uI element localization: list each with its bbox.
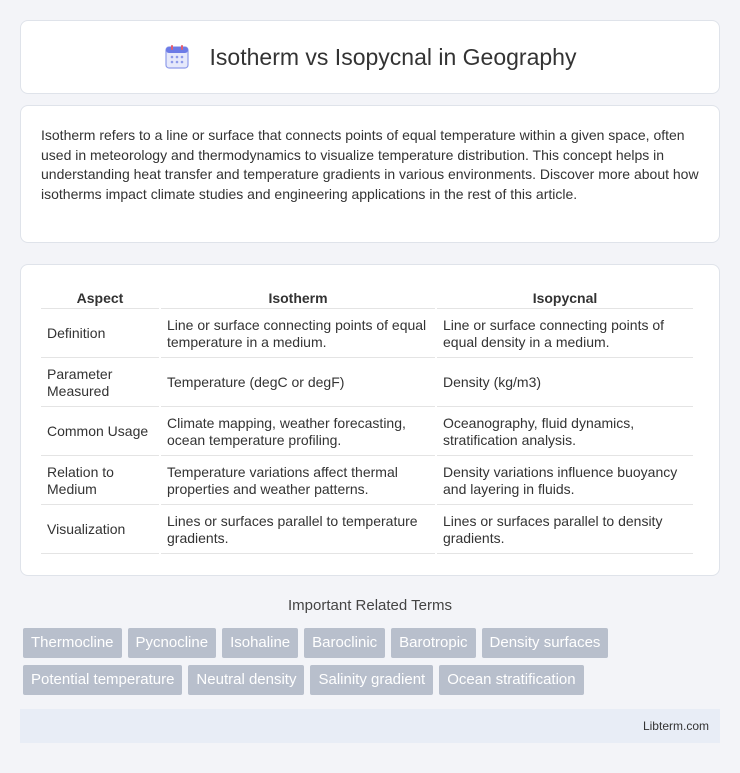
related-term-tag[interactable]: Thermocline bbox=[23, 628, 122, 658]
table-row bbox=[41, 507, 693, 554]
related-term-tag[interactable]: Salinity gradient bbox=[310, 665, 433, 695]
header-isopycnal: Isopycnal bbox=[437, 287, 693, 309]
related-term-tag[interactable]: Neutral density bbox=[188, 665, 304, 695]
header-card bbox=[20, 20, 720, 94]
row-isopycnal: Line or surface connecting points of equal density in a medium. bbox=[437, 311, 693, 358]
comparison-table bbox=[39, 285, 695, 556]
row-isopycnal: Oceanography, fluid dynamics, stratification analysis. bbox=[437, 409, 693, 456]
comparison-card bbox=[20, 264, 720, 576]
row-isopycnal: Lines or surfaces parallel to density gradients. bbox=[437, 507, 693, 554]
page-title: Isotherm vs Isopycnal in Geography bbox=[209, 43, 577, 70]
footer bbox=[20, 709, 720, 743]
row-aspect: Visualization bbox=[41, 507, 159, 554]
footer-brand-link[interactable]: Libterm.com bbox=[642, 719, 709, 733]
table-row bbox=[41, 458, 693, 505]
row-isopycnal: Density (kg/m3) bbox=[437, 360, 693, 407]
related-terms-title: Important Related Terms bbox=[288, 597, 452, 614]
table-row bbox=[41, 360, 693, 407]
related-terms-list bbox=[23, 628, 723, 702]
related-term-tag[interactable]: Baroclinic bbox=[304, 628, 385, 658]
row-aspect: Definition bbox=[41, 311, 159, 358]
intro-text: Isotherm refers to a line or surface that connects points of equal temperature within a given space, often used in meteorology and thermodynamics to visualize temperature distribution. This concept helps in understanding heat transfer and temperature gradients in various environments. Discover more about how isotherms impact climate studies and engineering applications in the rest of this article. bbox=[41, 127, 699, 202]
related-term-tag[interactable]: Potential temperature bbox=[23, 665, 182, 695]
intro-card bbox=[20, 105, 720, 243]
row-isotherm: Climate mapping, weather forecasting, ocean temperature profiling. bbox=[161, 409, 435, 456]
row-isopycnal: Density variations influence buoyancy and layering in fluids. bbox=[437, 458, 693, 505]
row-isotherm: Line or surface connecting points of equal temperature in a medium. bbox=[161, 311, 435, 358]
calendar-icon bbox=[164, 44, 190, 70]
table-header-row bbox=[41, 287, 693, 309]
row-isotherm: Temperature variations affect thermal properties and weather patterns. bbox=[161, 458, 435, 505]
table-row bbox=[41, 409, 693, 456]
related-term-tag[interactable]: Density surfaces bbox=[482, 628, 609, 658]
related-term-tag[interactable]: Pycnocline bbox=[128, 628, 217, 658]
row-aspect: Parameter Measured bbox=[41, 360, 159, 407]
table-row bbox=[41, 311, 693, 358]
related-term-tag[interactable]: Barotropic bbox=[391, 628, 475, 658]
row-isotherm: Temperature (degC or degF) bbox=[161, 360, 435, 407]
related-term-tag[interactable]: Ocean stratification bbox=[439, 665, 583, 695]
related-term-tag[interactable]: Isohaline bbox=[222, 628, 298, 658]
row-isotherm: Lines or surfaces parallel to temperature gradients. bbox=[161, 507, 435, 554]
row-aspect: Relation to Medium bbox=[41, 458, 159, 505]
header-aspect: Aspect bbox=[41, 287, 159, 309]
row-aspect: Common Usage bbox=[41, 409, 159, 456]
header-isotherm: Isotherm bbox=[161, 287, 435, 309]
